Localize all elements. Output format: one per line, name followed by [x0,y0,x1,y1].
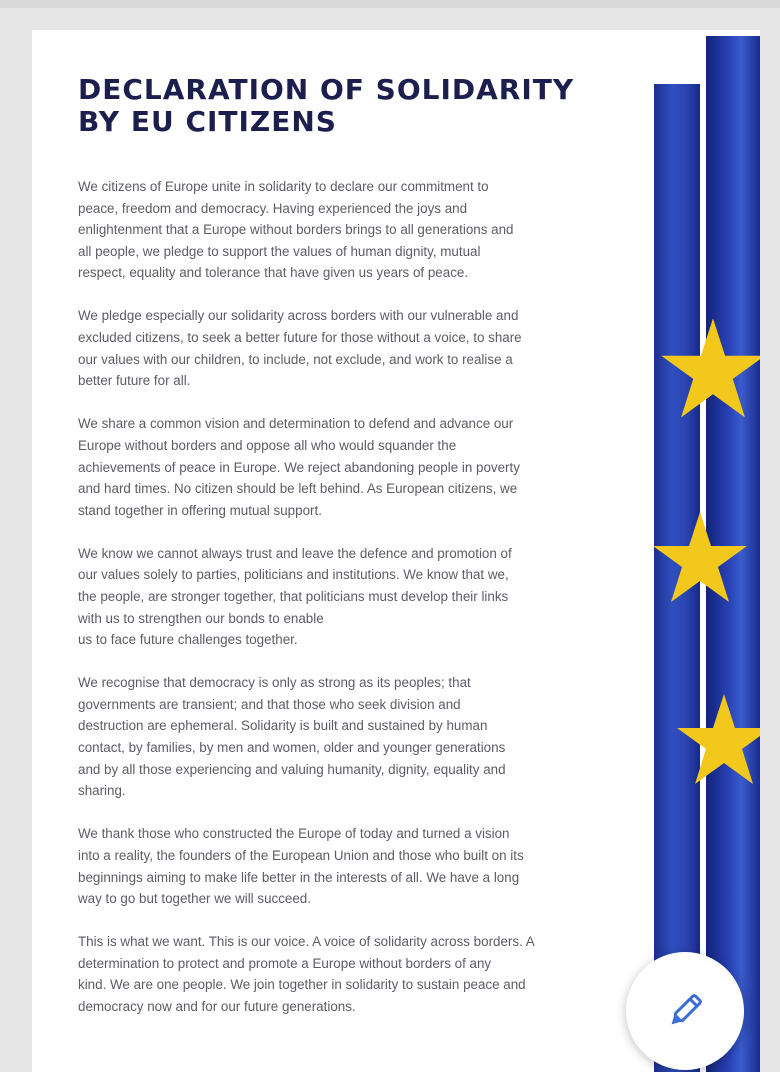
paragraph: We citizens of Europe unite in solidarity to declare our commitment to peace, freedom and democracy. Having experienced the joys and enlightenment that a Europe without borders brings to all generations and all people, we pledge to support the values of human dignity, mutual respect, equality and tolerance that have given us years of peace. [78,179,514,281]
document-page [32,30,760,1072]
paragraph: We recognise that democracy is only as strong as its peoples; that governments are transient; and that those who seek division and destruction are ephemeral. Solidarity is built and sustained by human contact, by families, by men and women, older and younger generations and by all those experiencing and valuing humanity, dignity, equality and sharing. [78,675,506,799]
page-title [78,74,638,138]
eu-star-icon [650,508,750,608]
paragraph: We thank those who constructed the Europe of today and turned a vision into a reality, the founders of the European Union and those who built on its beginnings aiming to make life better in the interests of all. We have a long way to go but together we will succeed. [78,826,524,907]
edit-button[interactable] [626,952,744,1070]
paragraph: This is what we want. This is our voice. A voice of solidarity across borders. A determination to protect and promote a Europe without borders of any kind. We are one people. We join together in solidarity to sustain peace and democracy now and for our future generations. [78,934,535,1014]
paragraph: We share a common vision and determination to defend and advance our Europe without borders and oppose all who would squander the achievements of peace in Europe. We reject abandoning people in poverty and hard times. No citizen should be left behind. As European citizens, we stand together in offering mutual support. [78,416,520,518]
declaration-body [78,176,618,1039]
eu-star-icon [674,690,760,790]
title-text: DECLARATION OF SOLIDARITY BY EU CITIZENS [78,73,575,138]
pencil-icon [663,989,707,1033]
paragraph: We know we cannot always trust and leave the defence and promotion of our values solely to parties, politicians and institutions. We know that we, the people, are stronger together, that politicians must develop their links with us to strengthen our bonds to enable us to face future challenges together. [78,545,512,648]
paragraph: We pledge especially our solidarity across borders with our vulnerable and excluded citizens, to seek a better future for those without a voice, to share our values with our children, to include, not exclude, and work to realise a better future for all. [78,308,522,389]
eu-star-icon [658,314,760,424]
top-strip [0,0,780,8]
